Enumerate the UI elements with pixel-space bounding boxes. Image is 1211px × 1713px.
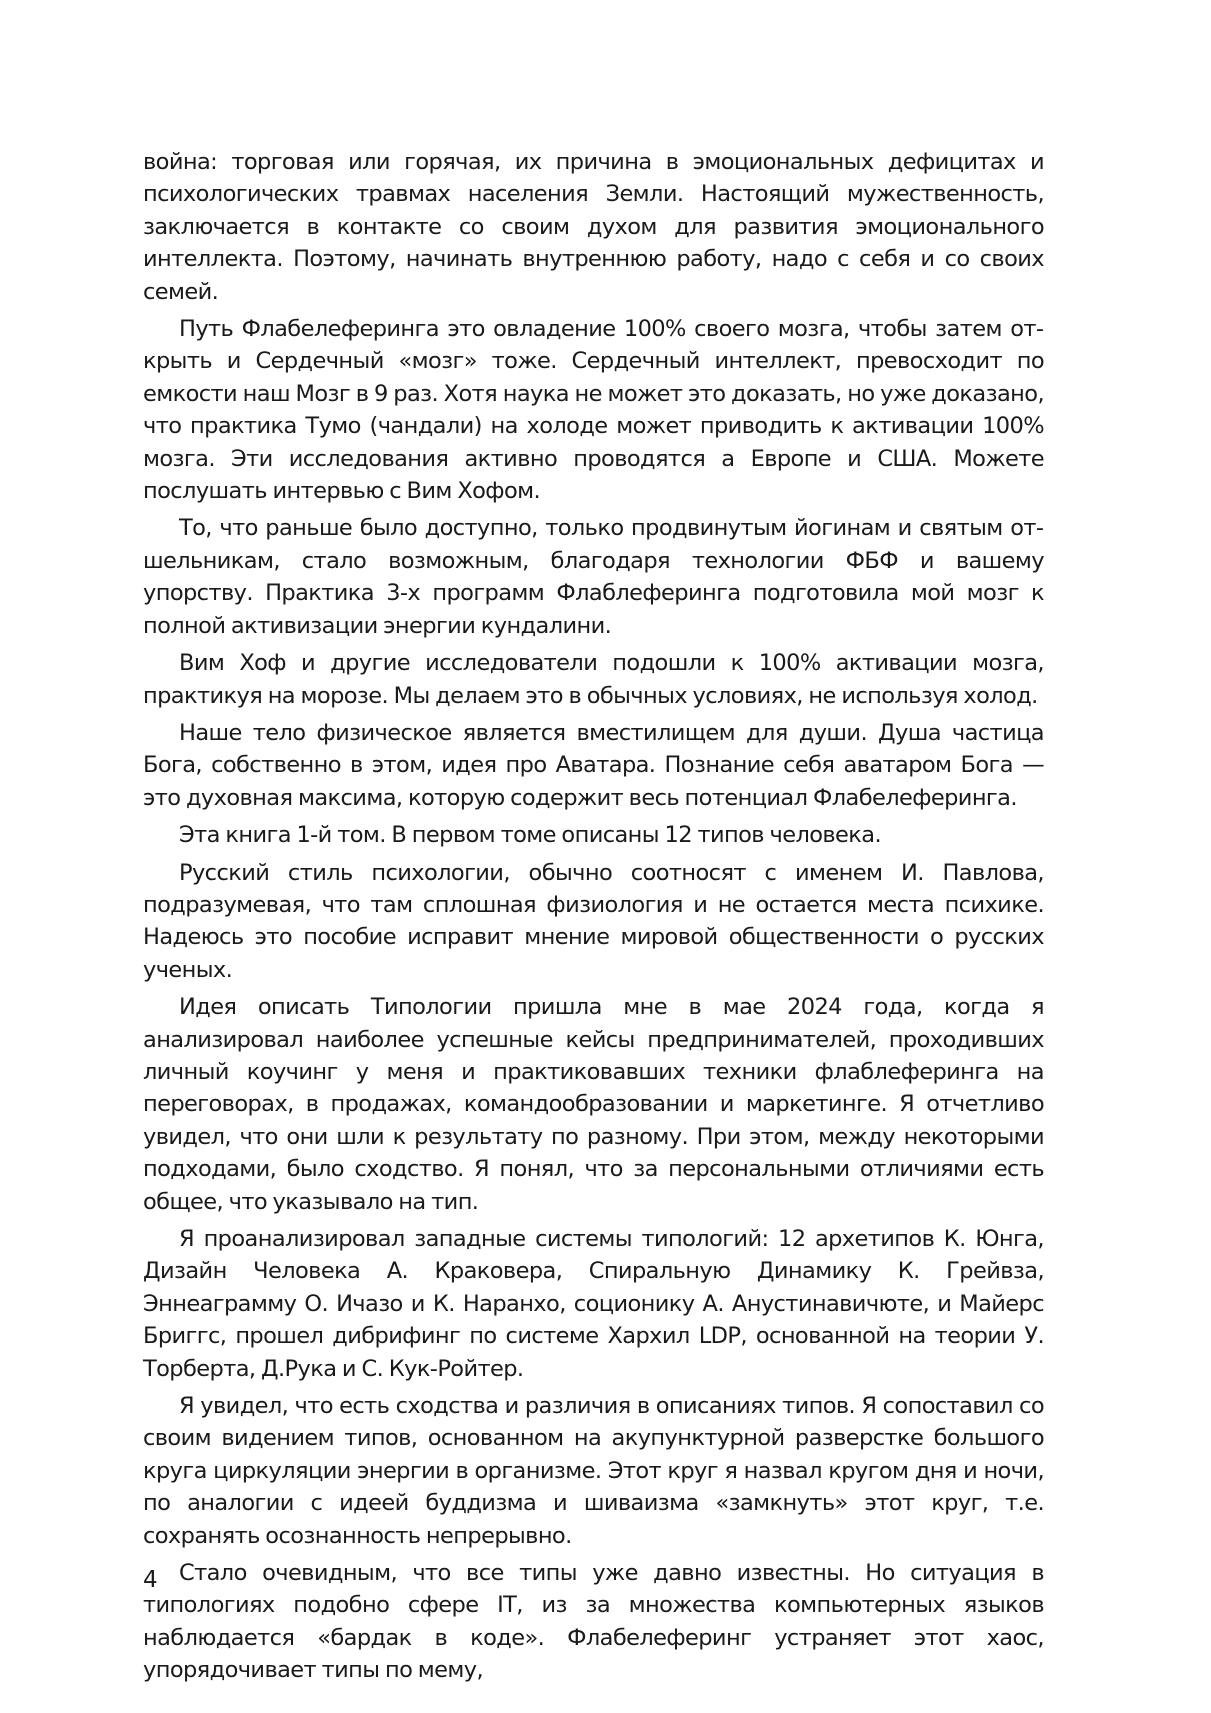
paragraph: Наше тело физическое является вместилищем для души. Душа частица Бога, собственно в этом, идея про Аватара. Познание себя аватаром Бога — это духовная максима, которую содержит весь потенциал Флабелеферинга. xyxy=(143,719,1044,811)
paragraph: Вим Хоф и другие исследователи подошли к 100% активации мозга, практикуя на морозе. Мы делаем это в обычных условиях, не используя холод. xyxy=(143,650,1044,709)
paragraph: Я увидел, что есть сходства и различия в описаниях типов. Я сопоставил со своим видением типов, основанном на акупунктурной разверстке большого круга циркуляции энергии в организме. Этот круг я назвал кругом дня и ночи, по аналогии с идеей буддизма и шиваизма «замкнуть» этот круг, т.е. сохранять осознанность непрерывно. xyxy=(143,1393,1044,1549)
paragraph: Стало очевидным, что все типы уже давно известны. Но ситуация в типологиях подобно сфере IT, из за множества компьютерных языков наблюдается «бардак в коде». Флабелеферинг устраняет этот хаос, упорядочивает типы по мему, xyxy=(143,1560,1044,1684)
paragraph: Путь Флабелеферинга это овладение 100% своего мозга, чтобы затем открыть и Сердечный «мозг» тоже. Сердечный интеллект, превосходит по емкости наш Мозг в 9 раз. Хотя наука не может это доказать, но уже доказано, что практика Тумо (чандали) на холоде может приводить к активации 100% мозга. Эти исследования активно проводятся а Европе и США. Можете послушать интервью с Вим Хофом. xyxy=(143,316,1044,505)
paragraph: То, что раньше было доступно, только продвинутым йогинам и святым отшельникам, стало возможным, благодаря технологии ФБФ и вашему упорству. Практика 3-х программ Флаблеферинга подготовила мой мозг к полной активизации энергии кундалини. xyxy=(143,515,1044,639)
paragraph: война: торговая или горячая, их причина в эмоциональных дефицитах и психологических травмах населения Земли. Настоящий мужественность, заключается в контакте со своим духом для развития эмоционального интеллекта. Поэтому, начинать внутреннюю работу, надо с себя и со своих семей. xyxy=(143,149,1044,305)
page-number: 4 xyxy=(143,1567,158,1593)
paragraph: Русский стиль психологии, обычно соотносят с именем И. Павлова, подразумевая, что там сплошная физиология и не остается места психике. Надеюсь это пособие исправит мнение мировой общественности о русских ученых. xyxy=(143,859,1044,983)
paragraph: Я проанализировал западные системы типологий: 12 архетипов К. Юнга, Дизайн Человека А. Краковера, Спиральную Динамику К. Грейвза, Эннеаграмму О. Ичазо и К. Наранхо, соционику А. Анустинавичюте, и Майерс Бриггс, прошел дибрифинг по системе Хархил LDP, основанной на теории У. Торберта, Д.Рука и С. Кук-Ройтер. xyxy=(143,1226,1044,1382)
paragraph: Идея описать Типологии пришла мне в мае 2024 года, когда я анализировал наиболее успешные кейсы предпринимателей, проходивших личный коучинг у меня и практиковавших техники флаблеферинга на переговорах, в продажах, командообразовании и маркетинге. Я отчетливо увидел, что они шли к результату по разному. При этом, между некоторыми подходами, было сходство. Я понял, что за персональными отличиями есть общее, что указывало на тип. xyxy=(143,994,1044,1215)
paragraph: Эта книга 1-й том. В первом томе описаны 12 типов человека. xyxy=(179,822,882,849)
page-body xyxy=(143,146,1044,1692)
